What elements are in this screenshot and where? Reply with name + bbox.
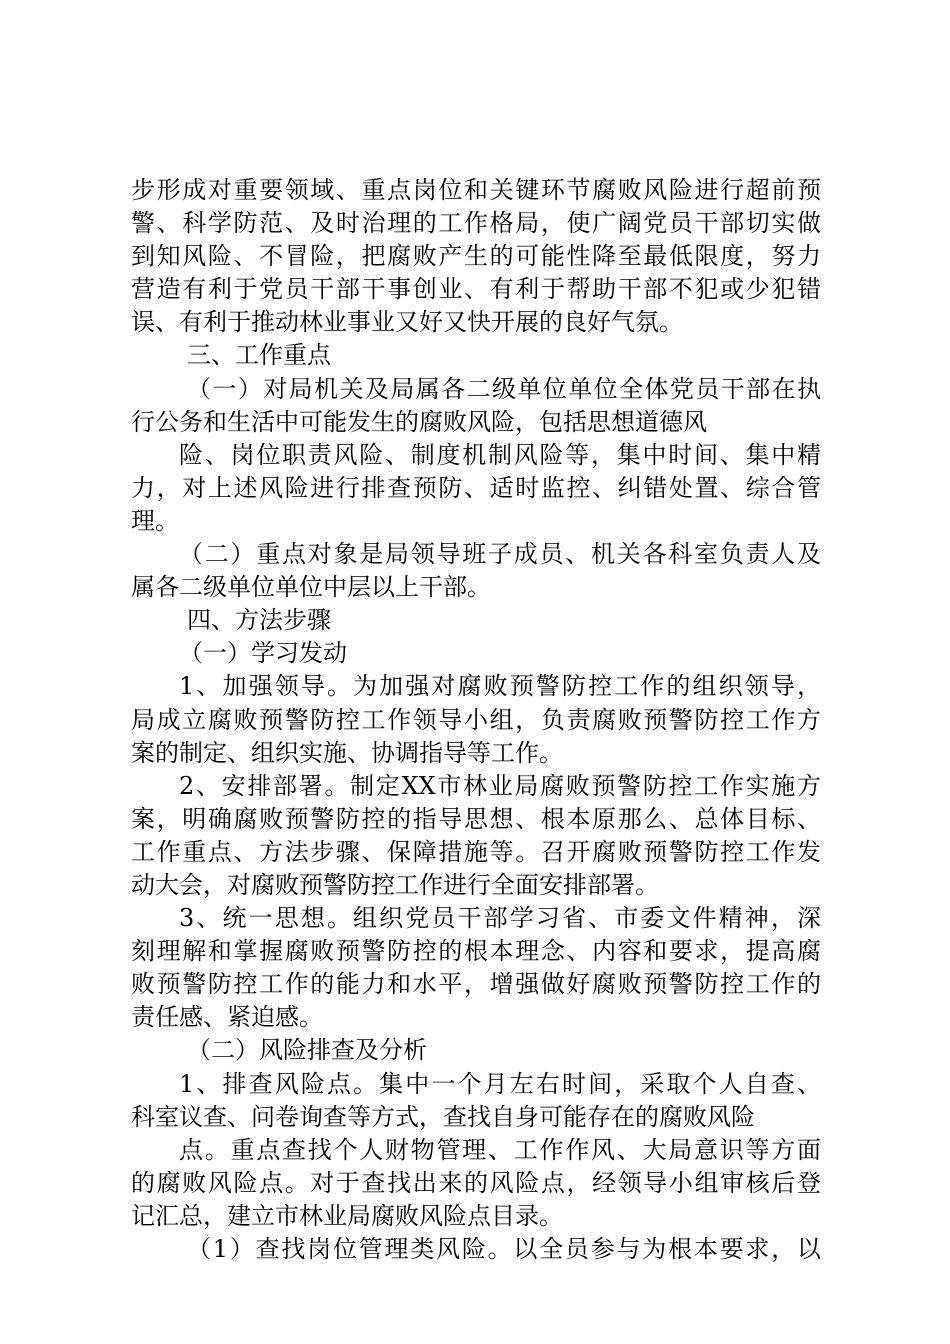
paragraph-line: 科室议查、问卷询查等方式，查找自身可能存在的腐败风险 (131, 1102, 755, 1131)
paragraph-line: 到知风险、不冒险，把腐败产生的可能性降至最低限度，努力 (131, 242, 821, 271)
paragraph-line: （一）对局机关及局属各二级单位单位全体党员干部在执 (187, 374, 821, 403)
paragraph-line: 的腐败风险点。对于查找出来的风险点，经领导小组审核后登 (131, 1168, 821, 1197)
paragraph-line: 理。 (131, 506, 179, 535)
section-heading: 四、方法步骤 (187, 606, 331, 635)
paragraph-line: 工作重点、方法步骤、保障措施等。召开腐败预警防控工作发 (131, 837, 821, 866)
paragraph-line: 营造有利于党员干部干事创业、有利于帮助干部不犯或少犯错 (131, 275, 821, 304)
paragraph-line: 3、统一思想。组织党员干部学习省、市委文件精神，深 (179, 904, 821, 933)
paragraph-line: 警、科学防范、及时治理的工作格局，使广阔党员干部切实做 (131, 209, 821, 238)
paragraph-line: （二）重点对象是局领导班子成员、机关各科室负责人及 (179, 540, 821, 569)
subsection-heading: （二）风险排查及分析 (187, 1036, 427, 1065)
section-heading: 三、工作重点 (187, 341, 331, 370)
document-body (131, 174, 821, 1266)
paragraph-line: 步形成对重要领域、重点岗位和关键环节腐败风险进行超前预 (131, 176, 821, 204)
paragraph-line: （1）查找岗位管理类风险。以全员参与为根本要求，以 (187, 1235, 821, 1263)
paragraph-line: 属各二级单位单位中层以上干部。 (131, 573, 491, 602)
subsection-heading: （一）学习发动 (179, 639, 347, 668)
paragraph-line: 案，明确腐败预警防控的指导思想、根本原那么、总体目标、 (131, 804, 821, 833)
paragraph-line: 刻理解和掌握腐败预警防控的根本理念、内容和要求，提高腐 (131, 937, 821, 966)
paragraph-line: 案的制定、组织实施、协调指导等工作。 (131, 738, 563, 767)
paragraph-line: 1、排查风险点。集中一个月左右时间，采取个人自查、 (179, 1069, 821, 1098)
paragraph-line: 局成立腐败预警防控工作领导小组，负责腐败预警防控工作方 (131, 705, 821, 734)
paragraph-line: 2、安排部署。制定XX市林业局腐败预警防控工作实施方 (179, 771, 821, 800)
paragraph-line: 败预警防控工作的能力和水平，增强做好腐败预警防控工作的 (131, 970, 821, 999)
paragraph-line: 记汇总，建立市林业局腐败风险点目录。 (131, 1201, 563, 1230)
paragraph-line: 险、岗位职责风险、制度机制风险等，集中时间、集中精 (179, 440, 821, 469)
paragraph-line: 1、加强领导。为加强对腐败预警防控工作的组织领导， (179, 672, 821, 701)
paragraph-line: 动大会，对腐败预警防控工作进行全面安排部署。 (131, 870, 659, 899)
paragraph-line: 力，对上述风险进行排查预防、适时监控、纠错处置、综合管 (131, 473, 821, 502)
paragraph-line: 点。重点查找个人财物管理、工作作风、大局意识等方面 (179, 1135, 821, 1164)
paragraph-line: 责任感、紧迫感。 (131, 1003, 323, 1032)
paragraph-line: 行公务和生活中可能发生的腐败风险，包括思想道德风 (131, 407, 707, 436)
paragraph-line: 误、有利于推动林业事业又好又快开展的良好气氛。 (131, 308, 683, 337)
